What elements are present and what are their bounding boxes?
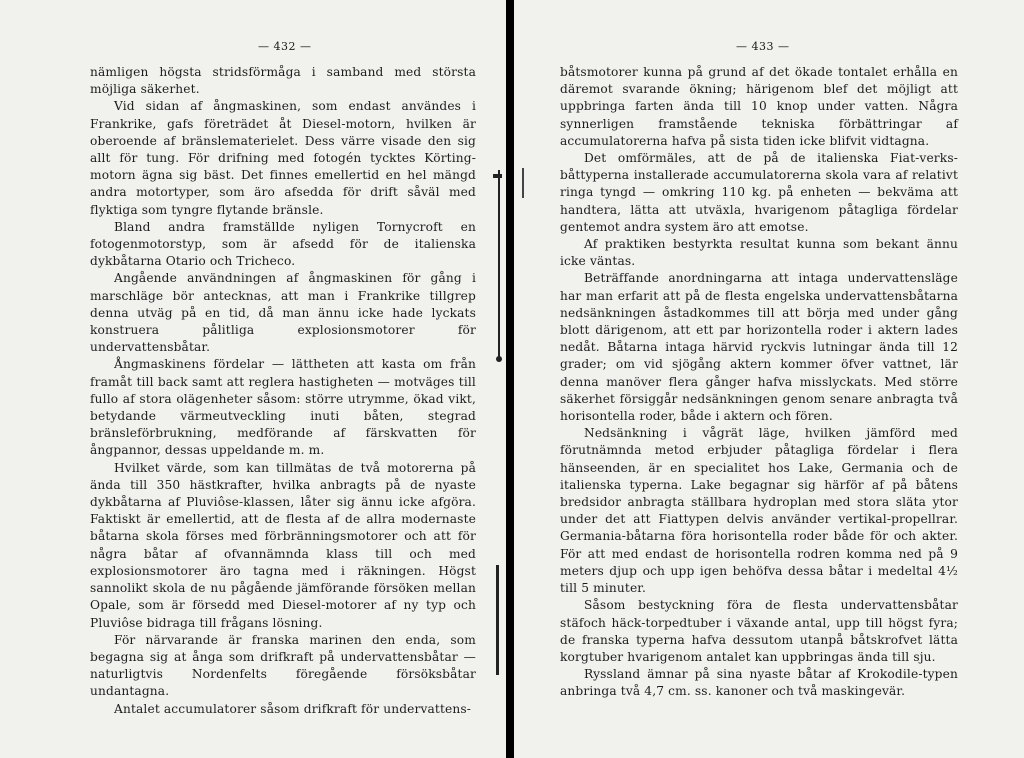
left-paragraph: Angående användningen af ångmaskinen för gång i marschläge bör antecknas, att man i Frankrike tillgrep denna utväg på en tid, då man ännu icke hade lyckats konstruera pålitliga explosionsmotorer för undervattensbåtar. [90,271,476,355]
right-page-number: — 433 — [736,40,790,53]
right-page-text [560,64,958,701]
right-page [514,0,1024,758]
left-paragraph: Bland andra framställde nyligen Tornycroft en fotogenmotorstyp, som är afsedd för de italienska dykbåtarna Otario och Tricheco. [90,219,476,269]
margin-mark [496,565,499,675]
left-paragraph: nämligen högsta stridsförmåga i samband med största möjliga säkerhet. [90,65,476,97]
right-paragraph: båtsmotorer kunna på grund af det ökade tontalet erhålla en däremot svarande ökning; härigenom blef det möjligt att uppbringa farten ända till 10 knop under vatten. Några synnerligen framstående tekniska förbättringar af accumulatorerna hafva på sista tiden icke blifvit vidtagna. [560,65,958,148]
left-paragraph: Ångmaskinens fördelar — lättheten att kasta om från framåt till back samt att reglera hastigheten — motväges till fullo af stora olägenheter såsom: större utrymme, ökad vikt, betydande värmeutveckling inuti båten, stegrad bränsleförbrukning, medförande af färskvatten för ångpannor, dessas uppeldande m. m. [90,357,476,458]
margin-mark [496,356,502,362]
left-page [0,0,508,758]
left-paragraph: Hvilket värde, som kan tillmätas de två motorerna på ända till 350 hästkrafter, hvilka anbragts på de nyaste dykbåtarna af Pluviôse-klassen, låter sig ännu icke afgöra. Faktiskt är emellertid, att de flesta af de allra modernaste båtarna skola förses med förbränningsmotorer och att för några båtar af ofvannämnda klass till och med explosionsmotorer äro tagna med i räkningen. Högst sannolikt skola de nu pågående jämförande försöken mellan Opale, som är försedd med Diesel-motorer af ny typ och Pluviôse bidraga till frågans lösning. [90,460,476,630]
left-paragraph: Antalet accumulatorer såsom drifkraft för undervattens- [114,701,472,716]
margin-mark [493,174,502,178]
left-page-text [90,64,476,718]
right-paragraph: Beträffande anordningarna att intaga undervattensläge har man erfarit att på de flesta engelska undervattensbåtarna nedsänkningen åstadkommes till att börja med under gång blott därigenom, att ett par horizontella roder i aktern lades nedåt. Båtarna intaga härvid ryckvis lutningar ända till 12 grader; om vid sjögång aktern kommer öfver vattnet, lär denna manöver flera gånger hafva misslyckats. Med större säkerhet försiggår nedsänkningen genom senare anbragta två horisontella roder, både i aktern och fören. [560,271,958,424]
right-paragraph: Det omförmäles, att de på de italienska Fiat-verks-båttyperna installerade accumulatorerna skola vara af relativt ringa tyngd — omkring 110 kg. på enheten — bekväma att handtera, lätta att utväxla, hvarigenom påtagliga fördelar gentemot andra system äro att emotse. [560,151,958,234]
left-paragraph: Vid sidan af ångmaskinen, som endast användes i Frankrike, gafs företrädet åt Diesel-motorn, hvilken är oberoende af bränslematerielet. Dess värre visade den sig allt för tung. För drifning med fotogén tycktes Körting-motorn ägna sig bäst. Det finnes emellertid en hel mängd andra motortyper, som äro afsedda för drift såväl med flyktiga som tyngre flytande bränsle. [90,99,476,217]
margin-mark [522,168,524,198]
right-paragraph: Nedsänkning i vågrät läge, hvilken jämförd med förutnämnda metod erbjuder påtagliga fördelar i flera hänseenden, är en specialitet hos Lake, Germania och de italienska typerna. Lake begagnar sig härför af på båtens bredsidor anbragta ställbara hydroplan med stora släta ytor under det att Fiattypen delvis använder vertikal-propellrar. Germania-båtarna föra horisontella roder både för och akter. För att med endast de horisontella rodren komma ned på 9 meters djup och upp igen behöfva dessa båtar i medeltal 4½ till 5 minuter. [560,426,958,596]
right-paragraph: Såsom bestyckning föra de flesta undervattensbåtar stäfoch häck-torpedtuber i växande antal, upp till högst fyra; de franska typerna hafva dessutom utanpå båtskrofvet lätta korgtuber hvarigenom antalet kan uppbringas ända till sju. [560,598,958,664]
left-page-number: — 432 — [258,40,312,53]
left-paragraph: För närvarande är franska marinen den enda, som begagna sig at ånga som drifkraft på undervattensbåtar — naturligtvis Nordenfelts föregående försöksbåtar undantagna. [90,632,476,699]
right-paragraph: Af praktiken bestyrkta resultat kunna som bekant ännu icke väntas. [560,237,958,269]
right-paragraph: Ryssland ämnar på sina nyaste båtar af Krokodile-typen anbringa två 4,7 cm. ss. kanoner och två maskingevär. [560,667,958,699]
margin-mark [498,170,500,360]
